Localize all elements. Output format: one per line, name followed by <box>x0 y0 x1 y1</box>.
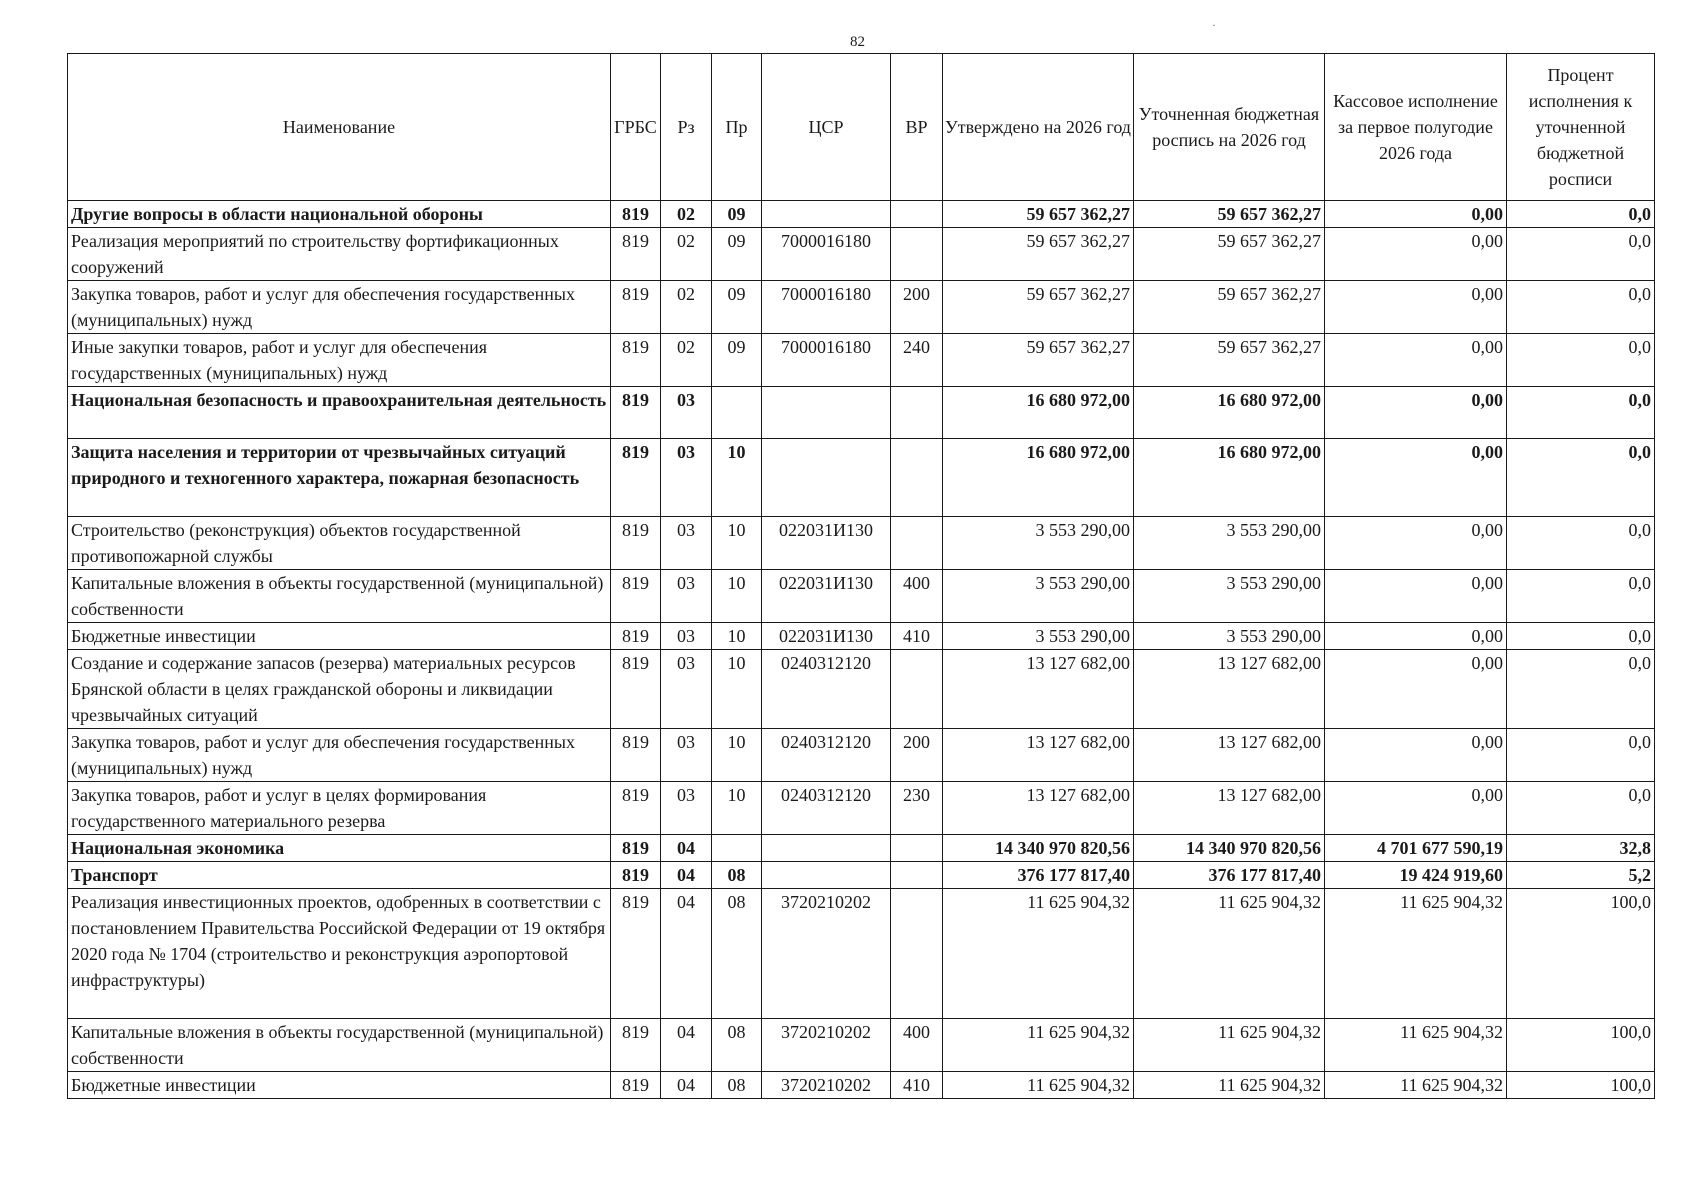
cell-percent: 0,0 <box>1507 570 1655 623</box>
cell-percent: 0,0 <box>1507 782 1655 835</box>
cell-vr <box>891 228 943 281</box>
scan-mark: · <box>1212 18 1216 32</box>
table-row <box>68 334 1655 387</box>
cell-pr <box>712 387 762 439</box>
cell-csr <box>762 835 891 862</box>
cell-csr <box>762 387 891 439</box>
cell-rz: 03 <box>661 570 712 623</box>
cell-vr: 230 <box>891 782 943 835</box>
cell-cash: 0,00 <box>1325 650 1507 729</box>
cell-refined: 13 127 682,00 <box>1134 650 1325 729</box>
cell-approved: 16 680 972,00 <box>943 387 1134 439</box>
cell-cash: 11 625 904,32 <box>1325 1072 1507 1099</box>
cell-approved: 13 127 682,00 <box>943 782 1134 835</box>
cell-grbs: 819 <box>611 334 661 387</box>
cell-csr: 3720210202 <box>762 1072 891 1099</box>
cell-percent: 0,0 <box>1507 439 1655 517</box>
cell-pr: 10 <box>712 650 762 729</box>
cell-refined: 59 657 362,27 <box>1134 334 1325 387</box>
table-row <box>68 862 1655 889</box>
cell-refined: 376 177 817,40 <box>1134 862 1325 889</box>
cell-approved: 59 657 362,27 <box>943 334 1134 387</box>
cell-pr: 10 <box>712 623 762 650</box>
cell-name: Капитальные вложения в объекты государственной (муниципальной) собственности <box>68 1019 611 1072</box>
cell-pr: 10 <box>712 729 762 782</box>
table-row <box>68 228 1655 281</box>
header-cash: Кассовое исполнение за первое полугодие 2026 года <box>1325 54 1507 201</box>
cell-rz: 03 <box>661 387 712 439</box>
cell-cash: 0,00 <box>1325 387 1507 439</box>
cell-percent: 100,0 <box>1507 1019 1655 1072</box>
cell-pr <box>712 835 762 862</box>
cell-csr: 7000016180 <box>762 281 891 334</box>
table-row <box>68 517 1655 570</box>
table-row <box>68 201 1655 228</box>
cell-vr: 400 <box>891 1019 943 1072</box>
cell-approved: 13 127 682,00 <box>943 729 1134 782</box>
cell-rz: 02 <box>661 281 712 334</box>
cell-percent: 0,0 <box>1507 623 1655 650</box>
cell-approved: 376 177 817,40 <box>943 862 1134 889</box>
table-row <box>68 281 1655 334</box>
cell-name: Капитальные вложения в объекты государственной (муниципальной) собственности <box>68 570 611 623</box>
header-grbs: ГРБС <box>611 54 661 201</box>
cell-approved: 59 657 362,27 <box>943 281 1134 334</box>
cell-percent: 0,0 <box>1507 729 1655 782</box>
cell-refined: 59 657 362,27 <box>1134 281 1325 334</box>
table-row <box>68 835 1655 862</box>
cell-cash: 0,00 <box>1325 623 1507 650</box>
cell-csr: 7000016180 <box>762 228 891 281</box>
cell-refined: 11 625 904,32 <box>1134 889 1325 1019</box>
cell-vr <box>891 889 943 1019</box>
cell-csr: 7000016180 <box>762 334 891 387</box>
cell-grbs: 819 <box>611 862 661 889</box>
cell-vr: 400 <box>891 570 943 623</box>
cell-name: Другие вопросы в области национальной обороны <box>68 201 611 228</box>
cell-vr <box>891 835 943 862</box>
cell-pr: 08 <box>712 862 762 889</box>
header-csr: ЦСР <box>762 54 891 201</box>
header-rz: Рз <box>661 54 712 201</box>
cell-rz: 03 <box>661 623 712 650</box>
cell-refined: 59 657 362,27 <box>1134 228 1325 281</box>
cell-grbs: 819 <box>611 517 661 570</box>
cell-grbs: 819 <box>611 570 661 623</box>
cell-rz: 04 <box>661 1072 712 1099</box>
cell-pr: 10 <box>712 570 762 623</box>
header-vr: ВР <box>891 54 943 201</box>
cell-percent: 0,0 <box>1507 201 1655 228</box>
cell-percent: 5,2 <box>1507 862 1655 889</box>
table-row <box>68 1019 1655 1072</box>
cell-refined: 59 657 362,27 <box>1134 201 1325 228</box>
cell-percent: 100,0 <box>1507 1072 1655 1099</box>
cell-rz: 03 <box>661 439 712 517</box>
cell-vr: 410 <box>891 623 943 650</box>
cell-pr: 08 <box>712 1072 762 1099</box>
cell-cash: 19 424 919,60 <box>1325 862 1507 889</box>
cell-cash: 0,00 <box>1325 782 1507 835</box>
cell-percent: 0,0 <box>1507 228 1655 281</box>
page-number: 82 <box>850 34 865 50</box>
cell-grbs: 819 <box>611 782 661 835</box>
cell-name: Иные закупки товаров, работ и услуг для обеспечения государственных (муниципальных) нужд <box>68 334 611 387</box>
cell-name: Национальная экономика <box>68 835 611 862</box>
cell-vr <box>891 439 943 517</box>
cell-vr: 240 <box>891 334 943 387</box>
cell-grbs: 819 <box>611 387 661 439</box>
header-approved: Утверждено на 2026 год <box>943 54 1134 201</box>
cell-cash: 0,00 <box>1325 517 1507 570</box>
cell-vr: 200 <box>891 281 943 334</box>
cell-rz: 03 <box>661 729 712 782</box>
cell-name: Национальная безопасность и правоохранительная деятельность <box>68 387 611 439</box>
table-row <box>68 439 1655 517</box>
cell-pr: 09 <box>712 201 762 228</box>
cell-grbs: 819 <box>611 439 661 517</box>
cell-refined: 16 680 972,00 <box>1134 387 1325 439</box>
cell-cash: 0,00 <box>1325 228 1507 281</box>
cell-csr: 022031И130 <box>762 517 891 570</box>
cell-rz: 03 <box>661 517 712 570</box>
cell-cash: 0,00 <box>1325 334 1507 387</box>
cell-csr <box>762 201 891 228</box>
cell-vr <box>891 862 943 889</box>
cell-refined: 13 127 682,00 <box>1134 782 1325 835</box>
cell-name: Транспорт <box>68 862 611 889</box>
cell-pr: 09 <box>712 281 762 334</box>
header-percent: Процент исполнения к уточненной бюджетной росписи <box>1507 54 1655 201</box>
table-row <box>68 387 1655 439</box>
cell-rz: 04 <box>661 1019 712 1072</box>
cell-grbs: 819 <box>611 1072 661 1099</box>
cell-grbs: 819 <box>611 835 661 862</box>
table-row <box>68 623 1655 650</box>
cell-rz: 02 <box>661 334 712 387</box>
cell-name: Закупка товаров, работ и услуг для обеспечения государственных (муниципальных) нужд <box>68 281 611 334</box>
cell-csr: 0240312120 <box>762 782 891 835</box>
cell-pr: 08 <box>712 1019 762 1072</box>
cell-grbs: 819 <box>611 729 661 782</box>
cell-csr <box>762 862 891 889</box>
header-name: Наименование <box>68 54 611 201</box>
cell-cash: 11 625 904,32 <box>1325 889 1507 1019</box>
cell-percent: 32,8 <box>1507 835 1655 862</box>
cell-vr <box>891 387 943 439</box>
cell-rz: 03 <box>661 650 712 729</box>
cell-name: Бюджетные инвестиции <box>68 1072 611 1099</box>
table-row <box>68 570 1655 623</box>
cell-pr: 10 <box>712 517 762 570</box>
cell-pr: 09 <box>712 334 762 387</box>
cell-refined: 11 625 904,32 <box>1134 1019 1325 1072</box>
cell-name: Закупка товаров, работ и услуг в целях формирования государственного материального резерва <box>68 782 611 835</box>
cell-percent: 0,0 <box>1507 517 1655 570</box>
cell-grbs: 819 <box>611 889 661 1019</box>
cell-approved: 59 657 362,27 <box>943 228 1134 281</box>
cell-refined: 13 127 682,00 <box>1134 729 1325 782</box>
cell-csr: 0240312120 <box>762 650 891 729</box>
cell-grbs: 819 <box>611 201 661 228</box>
cell-cash: 0,00 <box>1325 439 1507 517</box>
cell-grbs: 819 <box>611 281 661 334</box>
cell-approved: 16 680 972,00 <box>943 439 1134 517</box>
cell-refined: 3 553 290,00 <box>1134 623 1325 650</box>
cell-refined: 3 553 290,00 <box>1134 517 1325 570</box>
cell-cash: 11 625 904,32 <box>1325 1019 1507 1072</box>
cell-refined: 16 680 972,00 <box>1134 439 1325 517</box>
table-row <box>68 889 1655 1019</box>
cell-pr: 09 <box>712 228 762 281</box>
table-row <box>68 1072 1655 1099</box>
cell-name: Реализация мероприятий по строительству фортификационных сооружений <box>68 228 611 281</box>
cell-grbs: 819 <box>611 228 661 281</box>
cell-grbs: 819 <box>611 1019 661 1072</box>
cell-vr <box>891 650 943 729</box>
cell-name: Создание и содержание запасов (резерва) материальных ресурсов Брянской области в целях гражданской обороны и ликвидации чрезвычайных ситуаций <box>68 650 611 729</box>
budget-table <box>67 53 1655 1099</box>
cell-pr: 10 <box>712 439 762 517</box>
cell-rz: 03 <box>661 782 712 835</box>
cell-vr: 410 <box>891 1072 943 1099</box>
table-row <box>68 650 1655 729</box>
cell-approved: 3 553 290,00 <box>943 517 1134 570</box>
header-refined: Уточненная бюджетная роспись на 2026 год <box>1134 54 1325 201</box>
cell-rz: 02 <box>661 201 712 228</box>
table-body <box>68 201 1655 1099</box>
cell-cash: 0,00 <box>1325 281 1507 334</box>
cell-approved: 14 340 970 820,56 <box>943 835 1134 862</box>
table-row <box>68 729 1655 782</box>
cell-csr: 022031И130 <box>762 570 891 623</box>
cell-approved: 11 625 904,32 <box>943 1072 1134 1099</box>
cell-refined: 14 340 970 820,56 <box>1134 835 1325 862</box>
cell-rz: 04 <box>661 862 712 889</box>
cell-csr <box>762 439 891 517</box>
cell-cash: 0,00 <box>1325 201 1507 228</box>
cell-cash: 0,00 <box>1325 729 1507 782</box>
cell-csr: 3720210202 <box>762 1019 891 1072</box>
cell-name: Реализация инвестиционных проектов, одобренных в соответствии с постановлением Правительства Российской Федерации от 19 октября 2020 года № 1704 (строительство и реконструкция аэропортовой инфраструктуры) <box>68 889 611 1019</box>
cell-name: Закупка товаров, работ и услуг для обеспечения государственных (муниципальных) нужд <box>68 729 611 782</box>
cell-csr: 3720210202 <box>762 889 891 1019</box>
cell-rz: 02 <box>661 228 712 281</box>
cell-approved: 11 625 904,32 <box>943 889 1134 1019</box>
cell-approved: 59 657 362,27 <box>943 201 1134 228</box>
cell-cash: 4 701 677 590,19 <box>1325 835 1507 862</box>
cell-approved: 3 553 290,00 <box>943 623 1134 650</box>
cell-vr <box>891 517 943 570</box>
cell-approved: 11 625 904,32 <box>943 1019 1134 1072</box>
cell-vr: 200 <box>891 729 943 782</box>
cell-cash: 0,00 <box>1325 570 1507 623</box>
cell-csr: 022031И130 <box>762 623 891 650</box>
cell-percent: 0,0 <box>1507 281 1655 334</box>
cell-csr: 0240312120 <box>762 729 891 782</box>
cell-approved: 3 553 290,00 <box>943 570 1134 623</box>
cell-rz: 04 <box>661 835 712 862</box>
table-header-row <box>68 54 1655 201</box>
cell-pr: 08 <box>712 889 762 1019</box>
cell-refined: 3 553 290,00 <box>1134 570 1325 623</box>
cell-name: Бюджетные инвестиции <box>68 623 611 650</box>
cell-refined: 11 625 904,32 <box>1134 1072 1325 1099</box>
cell-percent: 0,0 <box>1507 650 1655 729</box>
cell-pr: 10 <box>712 782 762 835</box>
cell-name: Строительство (реконструкция) объектов государственной противопожарной службы <box>68 517 611 570</box>
cell-grbs: 819 <box>611 650 661 729</box>
header-pr: Пр <box>712 54 762 201</box>
cell-name: Защита населения и территории от чрезвычайных ситуаций природного и техногенного характера, пожарная безопасность <box>68 439 611 517</box>
cell-vr <box>891 201 943 228</box>
cell-percent: 100,0 <box>1507 889 1655 1019</box>
cell-approved: 13 127 682,00 <box>943 650 1134 729</box>
cell-rz: 04 <box>661 889 712 1019</box>
cell-percent: 0,0 <box>1507 387 1655 439</box>
cell-grbs: 819 <box>611 623 661 650</box>
cell-percent: 0,0 <box>1507 334 1655 387</box>
table-row <box>68 782 1655 835</box>
